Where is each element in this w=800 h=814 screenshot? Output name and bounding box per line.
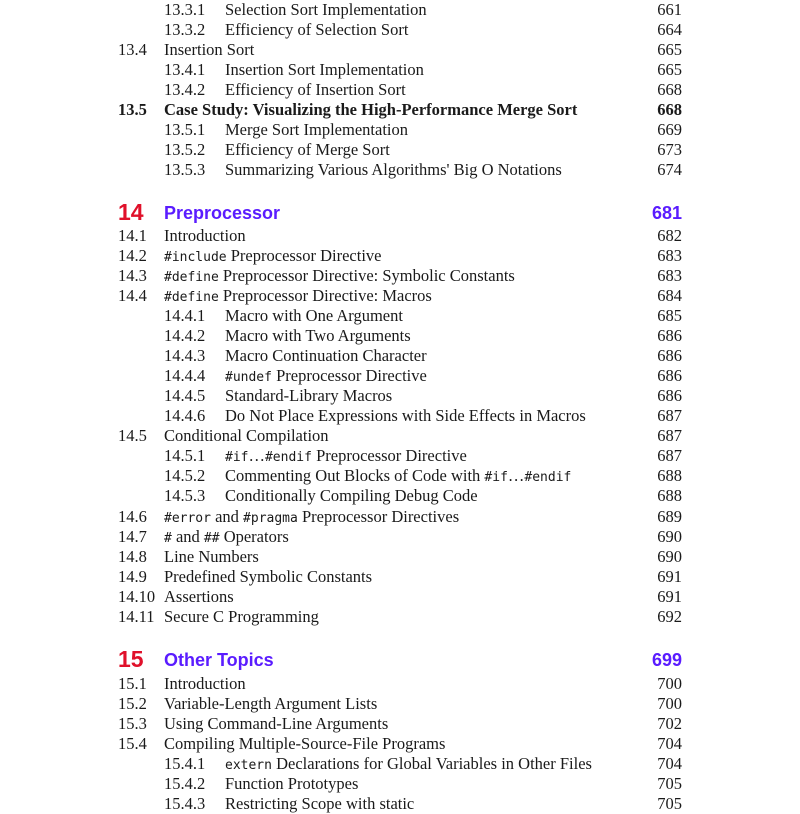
section-title: Predefined Symbolic Constants [164,567,373,586]
page-number: 665 [657,40,682,59]
page-number: 684 [657,286,682,305]
section-title [164,527,289,549]
toc-entry [0,486,800,506]
section-title: Conditionally Compiling Debug Code [225,486,478,505]
toc-entry [0,266,800,286]
section-number: 14.7 [118,527,147,546]
page-number: 705 [657,794,682,813]
toc-entry [0,466,800,486]
section-number: 15.4 [118,734,147,753]
section-number: 14.4.1 [164,306,206,325]
page-number: 685 [657,306,682,325]
page-number: 665 [657,60,682,79]
code-keyword: #error [164,511,211,526]
page-number: 669 [657,120,682,139]
section-title: Introduction [164,674,246,693]
section-title-text: Preprocessor Directive [226,246,382,265]
section-number: 15.3 [118,714,147,733]
section-number: 13.4 [118,40,147,59]
page-number: 668 [657,100,682,119]
chapter-number: 15 [118,646,144,672]
toc-entry [0,40,800,60]
toc-entry [0,80,800,100]
section-title [164,266,515,288]
section-number: 14.11 [118,607,155,626]
section-title-text: Preprocessor Directive [311,446,467,465]
ellipsis: … [248,446,265,465]
page-number: 691 [657,567,682,586]
section-title: Case Study: Visualizing the High-Performance Merge Sort [164,100,578,119]
section-number: 13.3.2 [164,20,206,39]
section-title [225,754,592,776]
page-number: 668 [657,80,682,99]
page-number: 687 [657,426,682,445]
section-title: Compiling Multiple-Source-File Programs [164,734,446,753]
toc-entry [0,140,800,160]
section-number: 13.5.3 [164,160,206,179]
code-keyword: #endif [264,450,312,465]
section-number: 14.8 [118,547,147,566]
page-number: 664 [657,20,682,39]
code-keyword: #pragma [243,511,298,526]
section-number: 14.4.3 [164,346,206,365]
toc-entry [0,446,800,466]
section-number: 15.1 [118,674,147,693]
page-number: 692 [657,607,682,626]
toc-entry [0,694,800,714]
ellipsis: … [507,466,525,485]
toc-entry [0,734,800,754]
section-number: 14.9 [118,567,147,586]
section-title-text: Preprocessor Directive [271,366,427,385]
section-number: 14.5 [118,426,147,445]
toc-entry [0,794,800,814]
section-title: Assertions [164,587,234,606]
section-title: Using Command-Line Arguments [164,714,389,733]
toc-entry [0,386,800,406]
page-number: 700 [657,694,682,713]
section-title: Insertion Sort Implementation [225,60,424,79]
page-number: 661 [657,0,682,19]
section-number: 13.3.1 [164,0,206,19]
section-title: Variable-Length Argument Lists [164,694,378,713]
section-number: 13.5.1 [164,120,206,139]
page-number: 704 [657,734,682,753]
page-number: 690 [657,527,682,546]
section-number: 13.5 [118,100,147,119]
toc-entry [0,774,800,794]
section-number: 14.4.2 [164,326,206,345]
section-title: Restricting Scope with static [225,794,415,813]
section-number: 13.4.1 [164,60,206,79]
section-title-text: Operators [219,527,289,546]
section-title: Do Not Place Expressions with Side Effects in Macros [225,406,586,425]
code-keyword: #endif [524,470,572,485]
page-number: 688 [657,466,682,485]
page-number: 702 [657,714,682,733]
toc-entry [0,60,800,80]
chapter-page: 699 [651,650,682,670]
code-keyword: extern [225,758,272,773]
page-number: 700 [657,674,682,693]
page-number: 673 [657,140,682,159]
section-title: Efficiency of Insertion Sort [225,80,406,99]
section-number: 13.5.2 [164,140,206,159]
toc-entry [0,754,800,774]
code-keyword: # [164,531,172,546]
section-title: Line Numbers [164,547,259,566]
page-number: 674 [657,160,682,179]
chapter-title: Other Topics [164,650,274,670]
toc-entry [0,226,800,246]
page-number: 687 [657,406,682,425]
toc-entry [0,527,800,547]
section-title: Conditional Compilation [164,426,329,445]
chapter-number: 14 [118,199,144,225]
section-number: 14.4.4 [164,366,206,385]
section-number: 14.5.2 [164,466,206,485]
section-number: 14.6 [118,507,147,526]
page-number: 687 [657,446,682,465]
code-keyword: #undef [225,370,272,385]
toc-entry [0,306,800,326]
page-number: 688 [657,486,682,505]
toc-entry [0,346,800,366]
page-number: 682 [657,226,682,245]
section-title: Function Prototypes [225,774,359,793]
page-number: 686 [657,346,682,365]
section-title [225,446,467,468]
toc-entry [0,714,800,734]
toc-entry [0,426,800,446]
toc-entry [0,366,800,386]
page-number: 686 [657,326,682,345]
section-number: 15.4.3 [164,794,206,813]
section-number: 14.3 [118,266,147,285]
page-number: 683 [657,266,682,285]
section-title: Standard-Library Macros [225,386,393,405]
page-number: 689 [657,507,682,526]
section-number: 14.4.6 [164,406,206,425]
page-number: 683 [657,246,682,265]
toc-entry [0,120,800,140]
section-title [225,466,571,488]
section-number: 14.1 [118,226,147,245]
section-title: Efficiency of Merge Sort [225,140,390,159]
chapter-title: Preprocessor [164,203,281,223]
toc-entry [0,547,800,567]
section-number: 14.5.3 [164,486,206,505]
page-number: 686 [657,386,682,405]
section-number: 14.4 [118,286,147,305]
chapter-heading [0,198,800,226]
toc-entry [0,286,800,306]
code-keyword: #include [164,250,227,265]
toc-entry [0,326,800,346]
section-title-text: Declarations for Global Variables in Other Files [271,754,592,773]
section-title [164,286,432,308]
section-title: Macro Continuation Character [225,346,427,365]
code-keyword: #define [164,290,219,305]
section-title-text: Preprocessor Directive: Symbolic Constants [218,266,515,285]
section-number: 14.10 [118,587,156,606]
code-keyword: #define [164,270,219,285]
toc-entry [0,507,800,527]
section-number: 14.2 [118,246,147,265]
chapter-page: 681 [651,203,682,223]
section-number: 14.5.1 [164,446,206,465]
page-number: 686 [657,366,682,385]
section-number: 14.4.5 [164,386,206,405]
toc-entry [0,20,800,40]
section-title: Selection Sort Implementation [225,0,427,19]
code-keyword: ## [203,531,220,546]
section-title-text: and [171,527,204,546]
section-title: Insertion Sort [164,40,255,59]
page-number: 705 [657,774,682,793]
section-number: 13.4.2 [164,80,206,99]
code-keyword: #if [484,470,508,485]
toc-entry [0,674,800,694]
page-number: 690 [657,547,682,566]
toc-entry [0,567,800,587]
section-title-text: Preprocessor Directives [297,507,460,526]
section-title: Efficiency of Selection Sort [225,20,409,39]
section-title-text: Commenting Out Blocks of Code with [225,466,485,485]
page-number: 704 [657,754,682,773]
section-title [164,507,459,529]
toc-entry [0,406,800,426]
section-title: Summarizing Various Algorithms' Big O Notations [225,160,562,179]
page-number: 691 [657,587,682,606]
toc-entry [0,607,800,627]
section-title [164,246,381,268]
toc-entry [0,160,800,180]
section-number: 15.4.2 [164,774,206,793]
section-title: Introduction [164,226,246,245]
section-number: 15.2 [118,694,147,713]
toc-entry [0,587,800,607]
clipped-line-container [0,794,800,813]
section-number: 15.4.1 [164,754,206,773]
section-title-text: Preprocessor Directive: Macros [218,286,432,305]
section-title: Merge Sort Implementation [225,120,408,139]
code-keyword: #if [225,450,249,465]
section-title: Macro with Two Arguments [225,326,411,345]
toc-entry [0,246,800,266]
chapter-heading [0,645,800,673]
section-title-text: and [210,507,244,526]
section-title [225,366,427,388]
toc-entry [0,0,800,20]
toc-entry-bold [0,100,800,120]
section-title: Secure C Programming [164,607,319,626]
section-title: Macro with One Argument [225,306,403,325]
